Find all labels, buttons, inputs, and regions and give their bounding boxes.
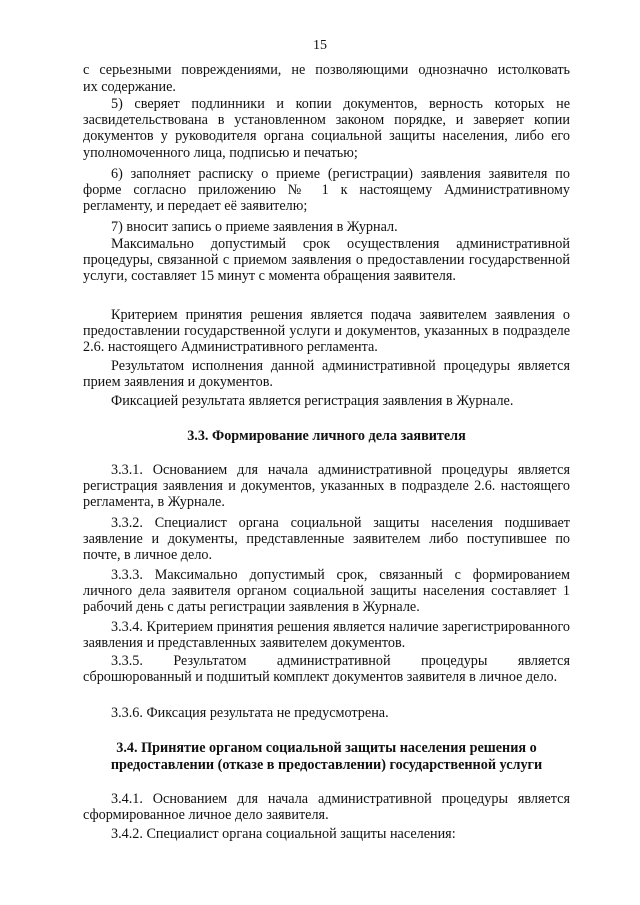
paragraph-3-3-6: 3.3.6. Фиксация результата не предусмотрена. [111, 705, 389, 721]
paragraph-3-3-4: 3.3.4. Критерием принятия решения является наличие зарегистрированного заявления и представленных заявителем документов. [83, 619, 570, 652]
paragraph-3-3-2: 3.3.2. Специалист органа социальной защиты населения подшивает заявление и документы, представленные заявителем либо поступившее по почте, в личное дело. [83, 515, 570, 564]
item-7-paragraph: 7) вносит запись о приеме заявления в Журнал. [111, 219, 398, 235]
paragraph-3-4-1: 3.4.1. Основанием для начала административной процедуры является сформированное личное дело заявителя. [83, 791, 570, 824]
paragraph-3-3-3: 3.3.3. Максимально допустимый срок, связанный с формированием личного дела заявителя органом социальной защиты населения составляет 1 рабочий день с даты регистрации заявления в Журнале. [83, 567, 570, 616]
intro-line-1: с серьезными повреждениями, не позволяющими однозначно истолковать [83, 62, 570, 78]
fixation-paragraph: Фиксацией результата является регистрация заявления в Журнале. [111, 393, 514, 409]
section-3-4-heading-line-2: предоставлении (отказе в предоставлении) государственной услуги [110, 757, 543, 773]
max-term-paragraph: Максимально допустимый срок осуществления административной процедуры, связанной с приемом заявления о предоставлении государственной услуги, составляет 15 минут с момента обращения заявителя. [83, 236, 570, 285]
result-paragraph: Результатом исполнения данной административной процедуры является прием заявления и документов. [83, 358, 570, 391]
paragraph-3-4-2: 3.4.2. Специалист органа социальной защиты населения: [111, 826, 456, 842]
paragraph-3-3-1: 3.3.1. Основанием для начала административной процедуры является регистрация заявления и документов, указанных в подразделе 2.6. настоящего регламента, в Журнале. [83, 462, 570, 511]
section-3-3-heading: 3.3. Формирование личного дела заявителя [187, 428, 466, 444]
paragraph-3-3-5: 3.3.5. Результатом административной процедуры является сброшюрованный и подшитый комплект документов заявителя в личное дело. [83, 653, 570, 686]
criterion-paragraph: Критерием принятия решения является подача заявителем заявления о предоставлении государственной услуги и документов, указанных в подразделе 2.6. настоящего Административного регламента. [83, 307, 570, 356]
item-6-paragraph: 6) заполняет расписку о приеме (регистрации) заявления заявителя по форме согласно приложению № 1 к настоящему Административному регламенту, и передает её заявителю; [83, 166, 570, 215]
item-5-paragraph: 5) сверяет подлинники и копии документов, верность которых не засвидетельствована в установленном законом порядке, и заверяет копии документов у руководителя органа социальной защиты населения, либо его уполномоченного лица, подписью и печатью; [83, 96, 570, 161]
intro-line-2: их содержание. [83, 79, 176, 95]
page-number: 15 [313, 38, 327, 53]
section-3-4-heading-line-1: 3.4. Принятие органом социальной защиты населения решения о [116, 740, 537, 756]
